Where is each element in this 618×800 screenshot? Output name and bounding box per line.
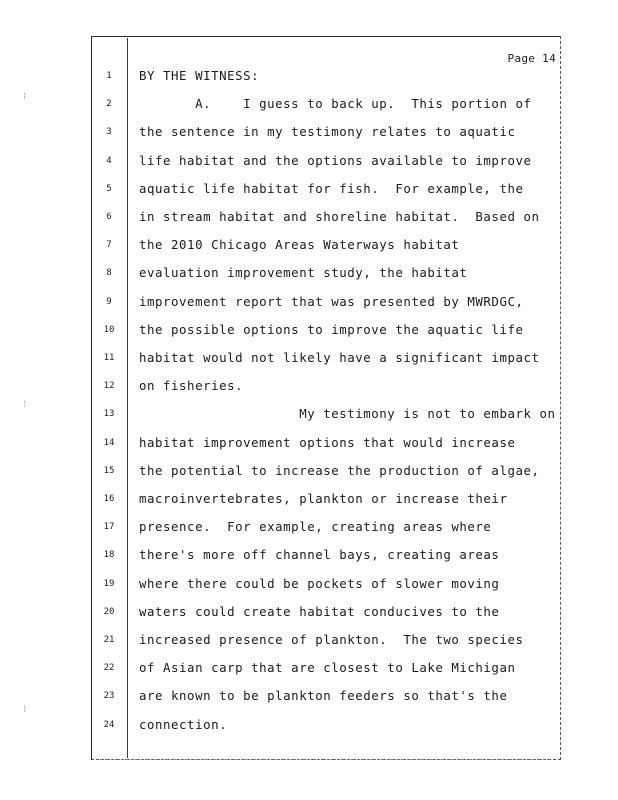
line-number: 5 — [106, 183, 112, 194]
line-text: there's more off channel bays, creating areas — [139, 547, 500, 563]
transcript-line — [0, 237, 618, 257]
line-number: 17 — [103, 522, 115, 533]
transcript-line — [0, 519, 618, 539]
line-text: on fisheries. — [139, 378, 244, 394]
line-number: 18 — [103, 550, 115, 561]
line-text: the possible options to improve the aquatic life — [139, 321, 524, 337]
transcript-line — [0, 209, 618, 229]
line-text: the sentence in my testimony relates to aquatic — [139, 124, 516, 140]
line-number: 13 — [103, 409, 115, 420]
transcript-line — [0, 435, 618, 455]
line-number: 12 — [103, 381, 115, 392]
scan-mark: ⁞ — [22, 92, 28, 102]
line-text: where there could be pockets of slower moving — [139, 575, 500, 591]
line-number: 21 — [103, 635, 115, 645]
page-number: Page 14 — [507, 52, 556, 65]
transcript-line — [0, 265, 618, 285]
transcript-line — [0, 68, 618, 88]
line-text: habitat improvement options that would increase — [139, 434, 516, 450]
line-text: connection. — [139, 716, 228, 732]
line-text: aquatic life habitat for fish. For example, the — [139, 180, 524, 196]
line-number: 24 — [103, 719, 115, 730]
transcript-line — [0, 181, 618, 201]
transcript-line — [0, 491, 618, 511]
transcript-line — [0, 576, 618, 596]
line-text: macroinvertebrates, plankton or increase their — [139, 491, 508, 506]
line-text: habitat would not likely have a significant impact — [139, 350, 540, 365]
line-number: 2 — [106, 99, 112, 110]
transcript-line — [0, 350, 618, 370]
line-number: 6 — [106, 212, 112, 222]
line-number: 22 — [103, 663, 115, 674]
transcript-line — [0, 294, 618, 314]
line-number: 14 — [103, 437, 115, 448]
transcript-line — [0, 463, 618, 483]
line-number: 10 — [103, 324, 115, 335]
line-text: of Asian carp that are closest to Lake Michigan — [139, 660, 516, 676]
transcript-line — [0, 688, 618, 708]
transcript-line — [0, 322, 618, 342]
transcript-line — [0, 604, 618, 624]
line-number: 20 — [103, 606, 115, 617]
line-number: 3 — [106, 127, 112, 138]
line-number: 23 — [103, 691, 115, 702]
line-number: 16 — [103, 494, 115, 504]
line-text: A. I guess to back up. This portion of — [139, 96, 532, 112]
page-bottom-rule — [100, 759, 550, 760]
line-number: 4 — [106, 155, 112, 166]
line-number: 15 — [103, 465, 115, 476]
line-text: My testimony is not to embark on — [139, 406, 556, 422]
line-text: presence. For example, creating areas where — [139, 519, 492, 535]
transcript-line — [0, 717, 618, 737]
line-text: improvement report that was presented by MWRDGC, — [139, 293, 524, 309]
line-text: evaluation improvement study, the habitat — [139, 265, 468, 281]
scan-mark: ⁞ — [22, 705, 28, 715]
line-number: 7 — [106, 240, 112, 251]
line-number: 8 — [106, 268, 112, 279]
transcript-line — [0, 153, 618, 173]
transcript-line — [0, 378, 618, 398]
line-text: BY THE WITNESS: — [139, 68, 260, 83]
transcript-line — [0, 660, 618, 680]
transcript-line — [0, 632, 618, 652]
transcript-line — [0, 96, 618, 116]
transcript-line — [0, 124, 618, 144]
line-text: are known to be plankton feeders so that's the — [139, 688, 508, 704]
line-number: 11 — [103, 353, 115, 363]
line-text: increased presence of plankton. The two species — [139, 632, 524, 647]
line-number: 19 — [103, 578, 115, 589]
transcript-line — [0, 547, 618, 567]
line-text: in stream habitat and shoreline habitat. Based on — [139, 209, 540, 224]
line-number: 1 — [106, 71, 112, 81]
line-text: the potential to increase the production of algae, — [139, 462, 540, 478]
line-text: life habitat and the options available to improve — [139, 152, 532, 168]
line-text: waters could create habitat conducives to the — [139, 603, 500, 619]
transcript-line — [0, 406, 618, 426]
scan-mark: ⁞ — [22, 400, 28, 410]
line-text: the 2010 Chicago Areas Waterways habitat — [139, 237, 460, 253]
line-number: 9 — [106, 296, 112, 307]
